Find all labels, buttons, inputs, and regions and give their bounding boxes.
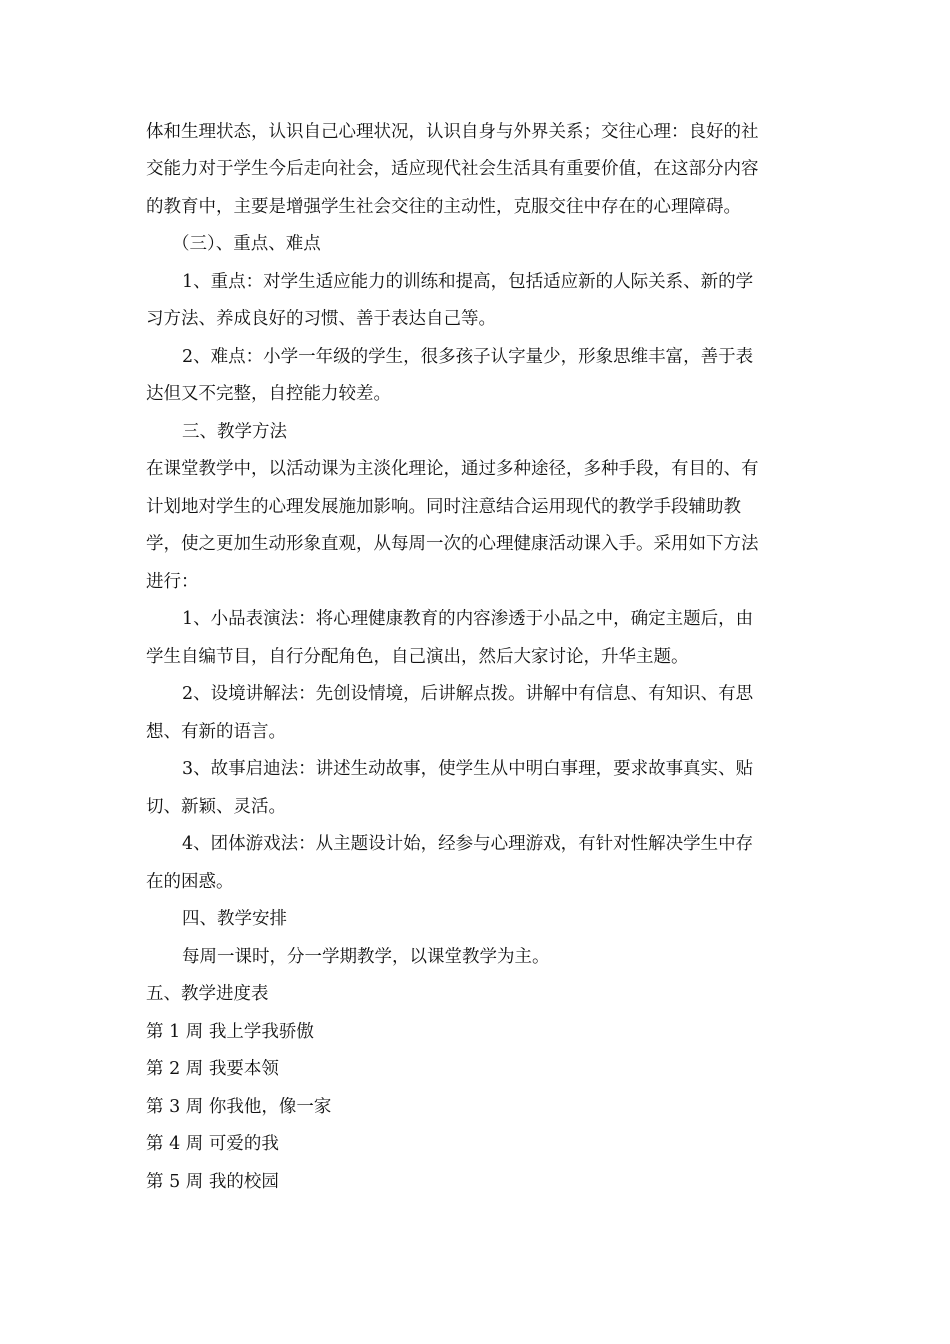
- paragraph-line: 在课堂教学中，以活动课为主淡化理论，通过多种途径，多种手段，有目的、有: [146, 459, 759, 479]
- paragraph-line: 在的困惑。: [146, 872, 234, 892]
- paragraph-line: 切、新颖、灵活。: [146, 797, 286, 817]
- schedule-item: 第 1 周 我上学我骄傲: [146, 1022, 314, 1042]
- schedule-item: 第 3 周 你我他，像一家: [146, 1097, 332, 1117]
- paragraph-line: 2、设境讲解法：先创设情境，后讲解点拨。讲解中有信息、有知识、有思: [182, 684, 754, 704]
- paragraph-line: 交能力对于学生今后走向社会，适应现代社会生活具有重要价值，在这部分内容: [146, 159, 759, 179]
- section-heading-teaching-methods: 三、教学方法: [182, 422, 287, 442]
- paragraph-line: 1、小品表演法：将心理健康教育的内容渗透于小品之中，确定主题后，由: [182, 609, 754, 629]
- paragraph-line: 学，使之更加生动形象直观，从每周一次的心理健康活动课入手。采用如下方法: [146, 534, 759, 554]
- paragraph-line: 进行：: [146, 572, 199, 592]
- schedule-item: 第 5 周 我的校园: [146, 1172, 279, 1192]
- section-heading-schedule: 五、教学进度表: [146, 984, 269, 1004]
- schedule-item: 第 4 周 可爱的我: [146, 1134, 279, 1154]
- paragraph-line: 的教育中，主要是增强学生社会交往的主动性，克服交往中存在的心理障碍。: [146, 197, 741, 217]
- schedule-item: 第 2 周 我要本领: [146, 1059, 279, 1079]
- paragraph-line: 1、重点：对学生适应能力的训练和提高，包括适应新的人际关系、新的学: [182, 272, 754, 292]
- paragraph-line: 习方法、养成良好的习惯、善于表达自己等。: [146, 309, 496, 329]
- section-heading-teaching-arrangement: 四、教学安排: [182, 909, 287, 929]
- paragraph-line: 4、团体游戏法：从主题设计始，经参与心理游戏，有针对性解决学生中存: [182, 834, 754, 854]
- paragraph-line: 每周一课时，分一学期教学，以课堂教学为主。: [182, 947, 550, 967]
- paragraph-line: 想、有新的语言。: [146, 722, 286, 742]
- paragraph-line: 2、难点：小学一年级的学生，很多孩子认字量少，形象思维丰富，善于表: [182, 347, 754, 367]
- paragraph-line: 学生自编节目，自行分配角色，自己演出，然后大家讨论，升华主题。: [146, 647, 689, 667]
- section-heading-key-points: （三）、重点、难点: [172, 234, 321, 254]
- paragraph-line: 达但又不完整，自控能力较差。: [146, 384, 391, 404]
- paragraph-line: 3、故事启迪法：讲述生动故事，使学生从中明白事理，要求故事真实、贴: [182, 759, 754, 779]
- paragraph-line: 计划地对学生的心理发展施加影响。同时注意结合运用现代的教学手段辅助教: [146, 497, 741, 517]
- paragraph-line: 体和生理状态，认识自己心理状况，认识自身与外界关系；交往心理：良好的社: [146, 122, 759, 142]
